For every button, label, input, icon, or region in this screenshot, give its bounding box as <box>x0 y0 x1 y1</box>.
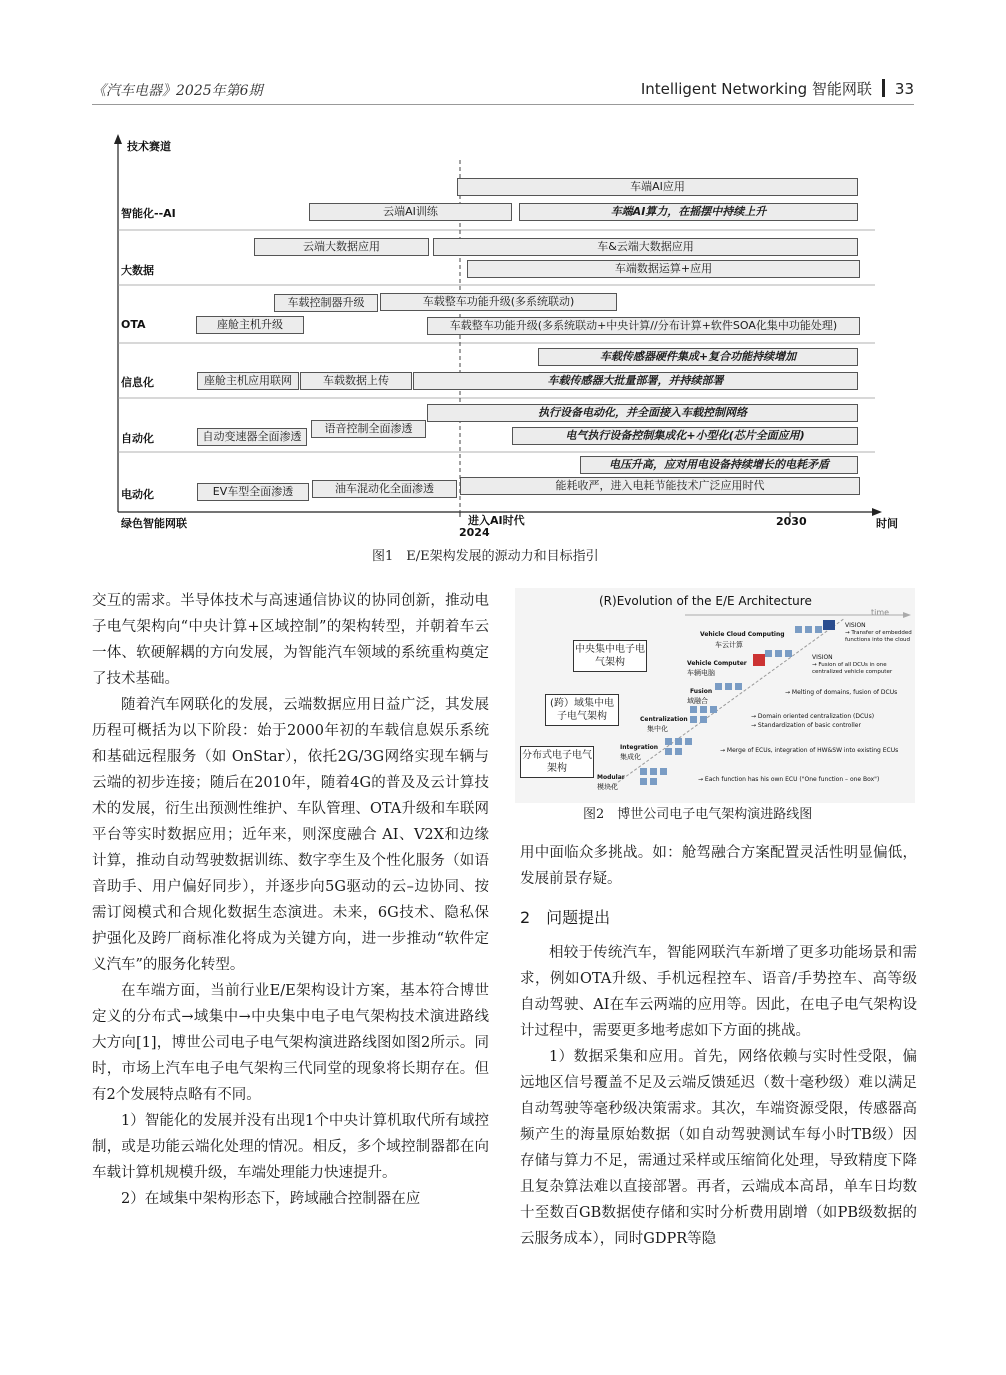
x-axis-2030-label: 2030 <box>776 515 807 528</box>
fig1-box: 座舱主机升级 <box>196 316 304 334</box>
stage-zh: 集中化 <box>647 725 668 733</box>
paragraph: 在车端方面，当前行业E/E架构设计方案，基本符合博世定义的分布式→域集中→中央集中电子电气架构技术演进路线大方向[1]，博世公司电子电气架构演进路线图如图2所示。同时，市场上汽车电子电气架构三代同堂的现象将长期存在。但有2个发展特点略有不同。 <box>92 983 489 1103</box>
header-rule <box>92 104 914 105</box>
x-axis-2024-label: 2024 <box>459 526 490 539</box>
y-axis-arrow <box>114 134 122 144</box>
figure-2-caption: 图2 博世公司电子电气架构演进路线图 <box>583 807 813 822</box>
note: → Domain oriented centralization (DCUs) <box>751 713 875 720</box>
fig1-box: 车&云端大数据应用 <box>433 238 858 256</box>
note: → Transfer of embedded functions into the cloud <box>845 630 912 643</box>
x-axis-start-label: 绿色智能网联 <box>121 517 187 530</box>
stage-zh: 车辆电脑 <box>687 669 715 677</box>
stage-en: Integration <box>620 744 659 751</box>
domain-arch-box: (跨）域集中电子电气架构 <box>545 694 619 726</box>
stage-zh: 模块化 <box>597 783 618 791</box>
stage-en: Centralization <box>640 716 688 723</box>
paragraph: 1）数据采集和应用。首先，网络依赖与实时性受限，偏远地区信号覆盖不足及云端反馈延迟（数十毫秒级）难以满足自动驾驶等毫秒级决策需求。其次，车端资源受限，传感器高频产生的海量原始数据（如自动驾驶测试车每小时TB级）因存储与算力不足，需通过采样或压缩简化处理，导致精度下降且复杂算法难以直接部署。再者，云端成本高昂，单车日均数十至数百GB数据使存储和实时分析费用剧增（如PB级数据的云服务成本），同时GDPR等隐 <box>520 1049 917 1247</box>
paragraph: 用中面临众多挑战。如：舱驾融合方案配置灵活性明显偏低，发展前景存疑。 <box>520 845 917 887</box>
note: → Merge of ECUs, integration of HW&SW into existing ECUs <box>720 747 899 754</box>
distributed-arch-box: 分布式电子电气架构 <box>520 746 594 778</box>
time-arrow <box>903 612 911 618</box>
lane-label-bigdata: 大数据 <box>121 264 154 277</box>
fig1-box: 车载整车功能升级(多系统联动+中央计算//分布计算+软件SOA化集中功能处理) <box>427 317 860 335</box>
journal-name: 《汽车电器》2025年第6期 <box>92 83 263 99</box>
stage-en: Fusion <box>690 688 713 695</box>
lane-label-automation: 自动化 <box>121 432 154 445</box>
note: VISION <box>812 654 833 661</box>
figure-2-title: (R)Evolution of the E/E Architecture <box>599 594 812 608</box>
x-axis-end-label: 时间 <box>876 517 898 530</box>
stage-zh: 集成化 <box>620 753 641 761</box>
fig1-box: 车端数据运算+应用 <box>467 260 860 278</box>
fig1-box: 车端AI应用 <box>457 178 858 196</box>
right-column-top <box>520 840 917 892</box>
fig1-box: 电压升高，应对用电设备持续增长的电耗矛盾 <box>580 456 858 474</box>
figure-2 <box>515 588 915 803</box>
note: → Melting of domains, fusion of DCUs <box>785 689 898 696</box>
left-column <box>92 588 489 1212</box>
fig1-box: EV车型全面渗透 <box>197 483 309 501</box>
figure-1-caption: 图1 E/E架构发展的源动力和目标指引 <box>372 549 599 564</box>
note: → Fusion of all DCUs in one centralized vehicle computer <box>812 662 893 675</box>
stage-en: Modular <box>597 774 625 781</box>
vision-cloud-block <box>823 620 835 630</box>
fig1-box: 云端AI训练 <box>309 203 512 221</box>
lane-label-ai: 智能化--AI <box>121 207 176 220</box>
paragraph: 2）在域集中架构形态下，跨域融合控制器在应 <box>121 1191 421 1207</box>
fig1-box: 车载控制器升级 <box>274 294 378 312</box>
fig1-box: 语音控制全面渗透 <box>311 420 426 438</box>
stage-zh: 域融合 <box>687 697 708 705</box>
lane-label-ota: OTA <box>121 318 146 331</box>
note: → Standardization of basic controller <box>751 722 861 729</box>
fig1-box: 车端AI算力，在摇摆中持续上升 <box>519 203 858 221</box>
running-header <box>641 78 914 99</box>
note: → Each function has his own ECU ("One function – one Box") <box>698 776 880 783</box>
fig1-box: 电气执行设备控制集成化+小型化(芯片全面应用) <box>512 427 858 445</box>
fig1-box: 车载传感器大批量部署，并持续部署 <box>413 372 858 390</box>
lane-label-infotainment: 信息化 <box>121 376 154 389</box>
fig1-box: 执行设备电动化，并全面接入车载控制网络 <box>427 404 858 422</box>
fig1-box: 自动变速器全面渗透 <box>197 428 307 446</box>
paragraph: 相较于传统汽车，智能网联汽车新增了更多功能场景和需求，例如OTA升级、手机远程控车、语音/手势控车、高等级自动驾驶、AI在车云两端的应用等。因此，在电子电气架构设计过程中，需要更多地考虑如下方面的挑战。 <box>520 945 917 1039</box>
stage-en: Vehicle Cloud Computing <box>700 631 785 638</box>
section-name: Intelligent Networking 智能网联 <box>640 80 872 98</box>
vision-vehicle-computer-block <box>753 654 765 666</box>
fig1-box: 油车混动化全面渗透 <box>312 480 457 498</box>
fig1-box: 车载传感器硬件集成+复合功能持续增加 <box>538 348 858 366</box>
paragraph: 随着汽车网联化的发展，云端数据应用日益广泛，其发展历程可概括为以下阶段：始于2000年初的车载信息娱乐系统和基础远程服务（如 OnStar），依托2G/3G网络实现车辆与云端的初步连接；随后在2010年，随着4G的普及及云计算技术的发展，衍生出预测性维护、车队管理、OTA升级和车联网平台等实时数据应用；近年来，则深度融合 AI、V2X和边缘计算，推动自动驾驶数据训练、数字孪生及个性化服务（如语音助手、用户偏好同步），并逐步向5G驱动的云–边协同、按需订阅模式和合规化数据生态演进。未来，6G技术、隐私保护强化及跨厂商标准化将成为关键方向，进一步推动“软件定义汽车”的服务化转型。 <box>92 697 489 973</box>
paragraph: 交互的需求。半导体技术与高速通信协议的协同创新，推动电子电气架构向“中央计算+区域控制”的架构转型，并朝着车云一体、软硬解耦的方向发展，为智能汽车领域的系统重构奠定了技术基础。 <box>92 593 489 687</box>
section-2-heading: 2 问题提出 <box>520 908 611 927</box>
header-divider <box>882 79 885 97</box>
y-axis-title: 技术赛道 <box>127 140 171 153</box>
paragraph: 1）智能化的发展并没有出现1个中央计算机取代所有域控制，或是功能云端化处理的情况。相反，多个域控制器都在向车载计算机规模升级，车端处理能力快速提升。 <box>92 1113 489 1181</box>
page-number: 33 <box>894 80 914 98</box>
stage-en: Vehicle Computer <box>687 660 747 667</box>
fig1-box: 车载整车功能升级(多系统联动) <box>380 293 617 311</box>
figure-2-time-label: time <box>871 608 890 617</box>
right-column <box>520 940 917 1252</box>
fig1-box: 云端大数据应用 <box>254 238 429 256</box>
fig1-box: 车载数据上传 <box>300 372 412 390</box>
central-arch-box: 中央集中电子电气架构 <box>573 640 647 672</box>
fig1-box: 能耗收严，进入电耗节能技术广泛应用时代 <box>460 477 860 495</box>
fig1-box: 座舱主机应用联网 <box>197 372 299 390</box>
lane-label-electrification: 电动化 <box>121 488 154 501</box>
stage-zh: 车云计算 <box>715 641 743 649</box>
note: VISION <box>845 622 866 629</box>
x-axis-ai-era-label: 进入AI时代 <box>468 514 525 527</box>
